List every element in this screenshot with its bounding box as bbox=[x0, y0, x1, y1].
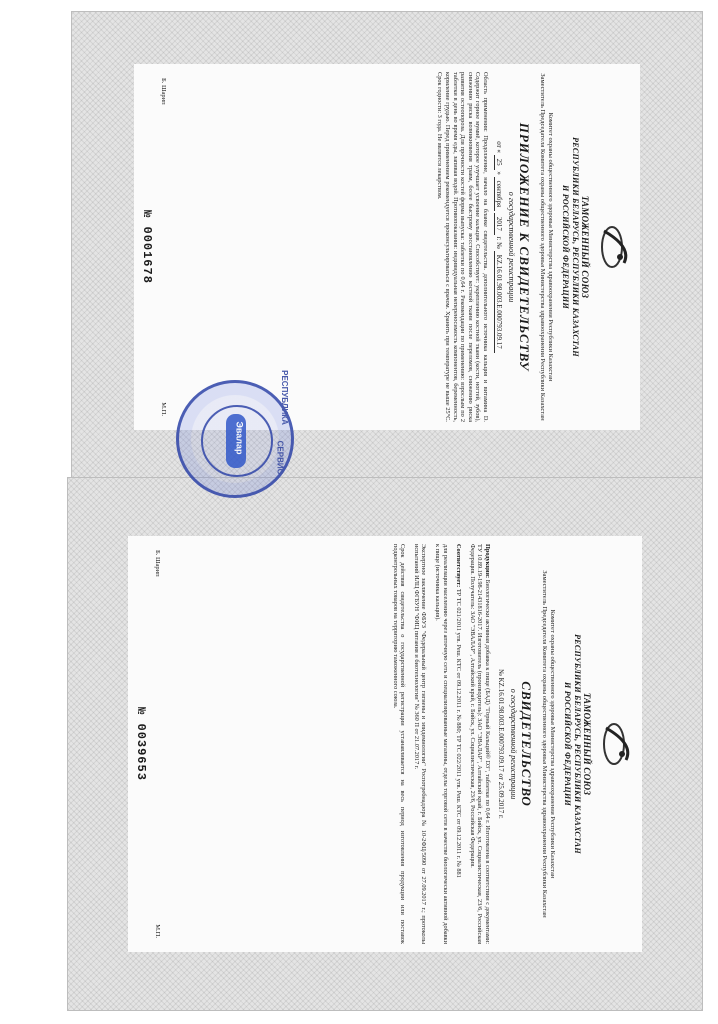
date-prefix: от « bbox=[495, 141, 503, 153]
conforms-text: ТР ТС 021/2011 утв. Реш. КТС от 09.12.2011 г. № 880; ТР ТС 022/2011 утв. Реш. КТС от 09.12.2011 г. № 881 bbox=[455, 588, 463, 878]
customs-union-logo-icon bbox=[596, 718, 636, 770]
product-text: Биологически активная добавка к пище (БАД) "Горный Кальций® D3", таблетки по 0,64 г. Изготовлена в соответствии с документами: ТУ 10.89.19-198-21431816-2017. Изготовитель (производитель): ЗАО "ЭВАЛАР", Алтайский край, г. Бийск, ул. Социалистическая, 23/6, Российская Федерация. Получатель: ЗАО "ЭВАЛАР", Алтайский край, г. Бийск, ул. Социалистическая, 23/6, Российская Федерация. bbox=[468, 544, 491, 945]
union-countries-2: И РОССИЙСКОЙ ФЕДЕРАЦИИ bbox=[563, 681, 572, 806]
date-year: 2017 bbox=[494, 213, 503, 235]
deputy-title: Заместитель Председателя Комитета охраны общественного здоровья Министерства здравоохранения Республики Казахстан bbox=[541, 570, 548, 918]
certificate-conformity bbox=[455, 544, 463, 944]
certificate-serial: № 0039653 bbox=[134, 707, 148, 781]
certificate-protocols: Экспертное заключение ФБУЗ "Федеральный центр гигиены и эпидемиологии" Роспотребнадзора № 10-2ФЦ/5090 от 27.09.2017 г.; протоколы испытаний ИЛЦ ФГБУН "ФИЦ питания и биотехнологии" № 360 П от 21.07.2017 г. bbox=[412, 544, 428, 944]
certificate-mp: М.П. bbox=[154, 924, 161, 938]
appendix-signature-row bbox=[160, 78, 167, 416]
union-countries-2: И РОССИЙСКОЙ ФЕДЕРАЦИИ bbox=[561, 184, 570, 309]
certificate-content bbox=[128, 536, 642, 952]
company-stamp bbox=[176, 370, 294, 498]
certificate-number-line bbox=[497, 536, 505, 952]
appendix-title: ПРИЛОЖЕНИЕ К СВИДЕТЕЛЬСТВУ bbox=[517, 122, 532, 372]
certificate-date: от 25.09.2017 г. bbox=[497, 773, 505, 819]
date-day: 25 bbox=[494, 155, 503, 170]
stamp-ring-text: РЕСПУБЛИКА bbox=[279, 370, 289, 425]
certificate-title: СВИДЕТЕЛЬСТВО bbox=[519, 681, 534, 807]
number-prefix: г. № bbox=[495, 236, 503, 249]
certificate-signature-row bbox=[154, 550, 161, 938]
certificate-usage: для реализации населению через аптечную сеть и специализированные магазины, отделы торговой сети в качестве биологически активной добавки к пище (источника кальция). bbox=[434, 544, 449, 944]
appendix-number: KZ.16.01.98.003.E.000793.09.17 bbox=[494, 251, 503, 353]
appendix-mp: М.П. bbox=[160, 402, 167, 416]
appendix-frame bbox=[134, 64, 640, 430]
union-countries-1: РЕСПУБЛИКИ БЕЛАРУСЬ, РЕСПУБЛИКИ КАЗАХСТАН bbox=[573, 634, 582, 854]
appendix-sheet bbox=[72, 12, 702, 482]
certificate-number: № KZ.16.01.98.003.E.000793.09.17 bbox=[497, 669, 505, 772]
committee-name: Комитет охраны общественного здоровья Министерства здравоохранения Республики Казахстан bbox=[547, 112, 554, 382]
appendix-subtitle: о государственной регистрации bbox=[507, 191, 516, 303]
customs-union-logo-icon bbox=[594, 221, 634, 273]
union-countries-1: РЕСПУБЛИКИ БЕЛАРУСЬ, РЕСПУБЛИКИ КАЗАХСТАН bbox=[571, 137, 580, 357]
stamp-brand: Эвалар bbox=[234, 421, 245, 455]
union-title: ТАМОЖЕННЫЙ СОЮЗ bbox=[582, 692, 592, 796]
certificate-signer: Б. Шарип bbox=[154, 550, 161, 577]
certificate-validity: Срок действия свидетельства о государственной регистрации устанавливается на весь период изготовления продукции или поставок подконтрольных товаров на территорию таможенного союза. bbox=[391, 544, 407, 944]
appendix-date-line bbox=[495, 64, 503, 430]
product-label: Продукция: bbox=[484, 544, 491, 579]
date-mid: » bbox=[495, 171, 503, 175]
certificate-sheet bbox=[68, 478, 702, 1010]
conforms-label: Соответствует: bbox=[455, 544, 463, 588]
appendix-signer: Б. Шарип bbox=[160, 78, 167, 105]
deputy-title: Заместитель Председателя Комитета охраны общественного здоровья Министерства здравоохранения Республики Казахстан bbox=[539, 73, 546, 421]
appendix-body: Область применения: Продолжение, начало на бланке свидетельства. дополнительного источника кальция и витамина D. Содержит горное мумиё, которое улучшает усвоение кальция. Способствует: укреплению костной ткани (кости, ногтей, зубов), снижению риска возникновения травм, более быстрому восстановлению костной ткани после переломов, снижению риска развития остеопороза. Для прочности костей форма выпуска: таблетки по 0,64 г. Рекомендации по применению: взрослым по 2 таблетки в день во время еды, запивая водой. Противопоказания: индивидуальная непереносимость компонентов, беременность, кормление грудью. Перед применением рекомендуется проконсультироваться с врачом. Хранить при температуре не выше 25°С. Срок годности: 3 года. Не является лекарством. bbox=[436, 72, 489, 422]
committee-name: Комитет охраны общественного здоровья Министерства здравоохранения Республики Казахстан bbox=[549, 609, 556, 879]
certificate-frame bbox=[128, 536, 642, 952]
stamp-side-text: СЕРВИС bbox=[275, 440, 285, 475]
appendix-serial: № 0001678 bbox=[140, 210, 154, 284]
date-month: сентября bbox=[494, 177, 503, 212]
union-title: ТАМОЖЕННЫЙ СОЮЗ bbox=[580, 195, 590, 299]
appendix-content bbox=[134, 64, 640, 430]
certificate-product bbox=[468, 544, 491, 944]
certificate-subtitle: о государственной регистрации bbox=[509, 688, 518, 800]
